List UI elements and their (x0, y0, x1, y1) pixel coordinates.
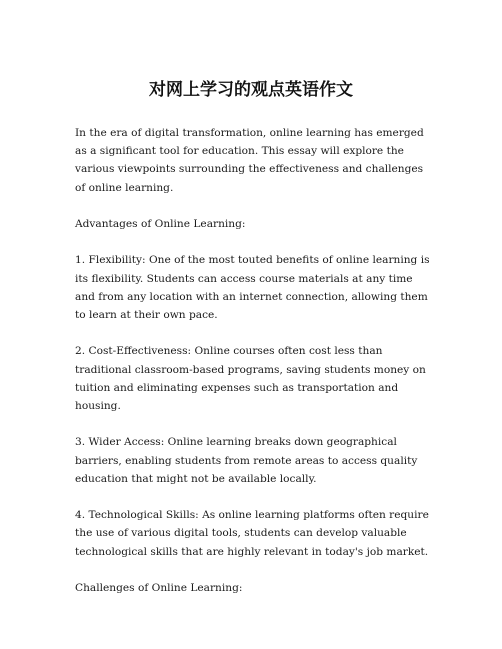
list-item-wider-access: 3. Wider Access: Online learning breaks down geographical barriers, enabling students from remote areas to access quality education that might not be available locally. (75, 436, 418, 485)
section-heading-advantages: Advantages of Online Learning: (75, 218, 246, 230)
document-title: 对网上学习的观点英语作文 (149, 80, 353, 100)
list-item-cost-effectiveness: 2. Cost-Effectiveness: Online courses often cost less than traditional classroom-based programs, saving students money on tuition and eliminating expenses such as transportation and housing. (75, 345, 426, 412)
document-body (75, 124, 435, 615)
intro-paragraph: In the era of digital transformation, online learning has emerged as a significant tool for education. This essay will explore the various viewpoints surrounding the effectiveness and challenges of online learning. (75, 127, 424, 194)
list-item-technological-skills: 4. Technological Skills: As online learning platforms often require the use of various digital tools, students can develop valuable technological skills that are highly relevant in today's job market. (75, 509, 429, 558)
section-heading-challenges: Challenges of Online Learning: (75, 581, 243, 594)
list-item-flexibility: 1. Flexibility: One of the most touted benefits of online learning is its flexibility. Students can access course materials at any time and from any location with an internet connection, allowing them to learn at their own pace. (75, 254, 430, 321)
